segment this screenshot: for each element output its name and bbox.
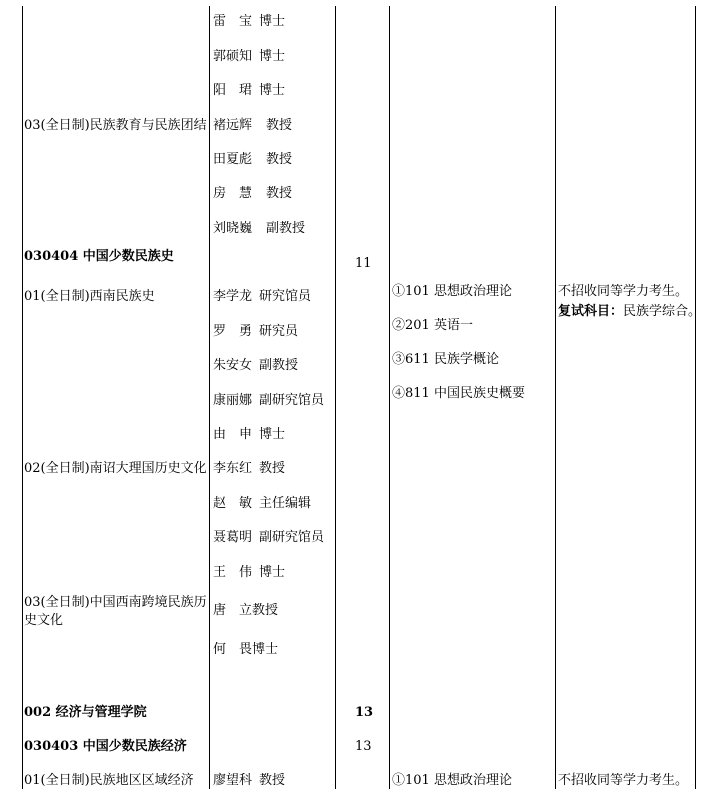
direction-label: 03(全日制)民族教育与民族团结: [24, 118, 207, 133]
direction-label: 01(全日制)西南民族史: [24, 289, 155, 304]
advisor-name: 阳 珺: [213, 83, 253, 98]
advisor-title: 教授: [266, 118, 293, 133]
exam-subject: ②201 英语一: [392, 318, 473, 333]
table-border-col2: [209, 6, 210, 789]
remark-retest: [558, 304, 701, 320]
advisor-title: 副教授: [266, 221, 306, 236]
advisor-name: 朱安女: [213, 358, 253, 373]
advisor-name: 由 申: [213, 427, 253, 442]
advisor-title: 博士: [259, 427, 286, 442]
exam-subject: ④811 中国民族史概要: [392, 386, 525, 401]
enrollment-count: 11: [355, 256, 372, 271]
table-border-col4: [389, 6, 390, 789]
exam-subject: ①101 思想政治理论: [392, 284, 512, 299]
direction-label-continued: 史文化: [24, 613, 64, 628]
direction-label: 03(全日制)中国西南跨境民族历: [24, 595, 207, 610]
advisor-title: 博士: [259, 14, 286, 29]
advisor-name: 雷 宝: [213, 14, 253, 29]
advisor-title: 研究员: [259, 324, 299, 339]
advisor-name: 房 慧: [213, 186, 253, 201]
advisor-name: 郭硕知: [213, 49, 253, 64]
advisor-name: 田夏彪: [213, 152, 253, 167]
direction-label: 02(全日制)南诏大理国历史文化: [24, 461, 207, 476]
advisor-name: 罗 勇: [213, 324, 253, 339]
advisor-name: 李学龙: [213, 289, 253, 304]
advisor-title: 教授: [266, 152, 293, 167]
advisor-title: 研究馆员: [259, 289, 312, 304]
advisor-name: 聂葛明: [213, 530, 253, 545]
advisor-name: 赵 敏: [213, 496, 253, 511]
advisor-title: 博士: [252, 642, 279, 657]
major-heading: 030403 中国少数民族经济: [24, 739, 187, 754]
advisor-title: 教授: [252, 603, 279, 618]
table-border-col3: [335, 6, 336, 789]
advisor-name: 李东红: [213, 461, 253, 476]
remark-line: 不招收同等学力考生。: [558, 284, 689, 299]
advisor-name: 褚远辉: [213, 118, 253, 133]
direction-label: 01(全日制)民族地区区域经济: [24, 773, 194, 788]
advisor-title: 副研究馆员: [259, 393, 325, 408]
exam-subject: ①101 思想政治理论: [392, 773, 512, 788]
advisor-name: 何 畏: [213, 642, 253, 657]
advisor-name: 王 伟: [213, 565, 253, 580]
advisor-title: 副教授: [259, 358, 299, 373]
advisor-name: 刘晓巍: [213, 221, 253, 236]
advisor-title: 博士: [259, 83, 286, 98]
major-heading: 030404 中国少数民族史: [24, 249, 174, 264]
retest-label: 复试科目：: [558, 304, 624, 319]
table-border-left: [22, 6, 23, 789]
advisor-title: 教授: [259, 461, 286, 476]
advisor-title: 副研究馆员: [259, 530, 325, 545]
remark-line: 不招收同等学力考生。: [558, 773, 689, 788]
college-heading: 002 经济与管理学院: [24, 705, 147, 720]
advisor-title: 教授: [259, 773, 286, 788]
advisor-name: 康丽娜: [213, 393, 253, 408]
exam-subject: ③611 民族学概论: [392, 352, 499, 367]
table-border-right: [695, 6, 696, 789]
advisor-title: 博士: [259, 49, 286, 64]
retest-value: 民族学综合。: [623, 304, 702, 319]
advisor-name: 廖望科: [213, 773, 253, 788]
enrollment-count: 13: [355, 739, 372, 754]
advisor-title: 博士: [259, 565, 286, 580]
advisor-title: 教授: [266, 186, 293, 201]
table-border-col5: [555, 6, 556, 789]
advisor-name: 唐 立: [213, 603, 253, 618]
advisor-title: 主任编辑: [259, 496, 312, 511]
college-enrollment: 13: [355, 705, 374, 720]
